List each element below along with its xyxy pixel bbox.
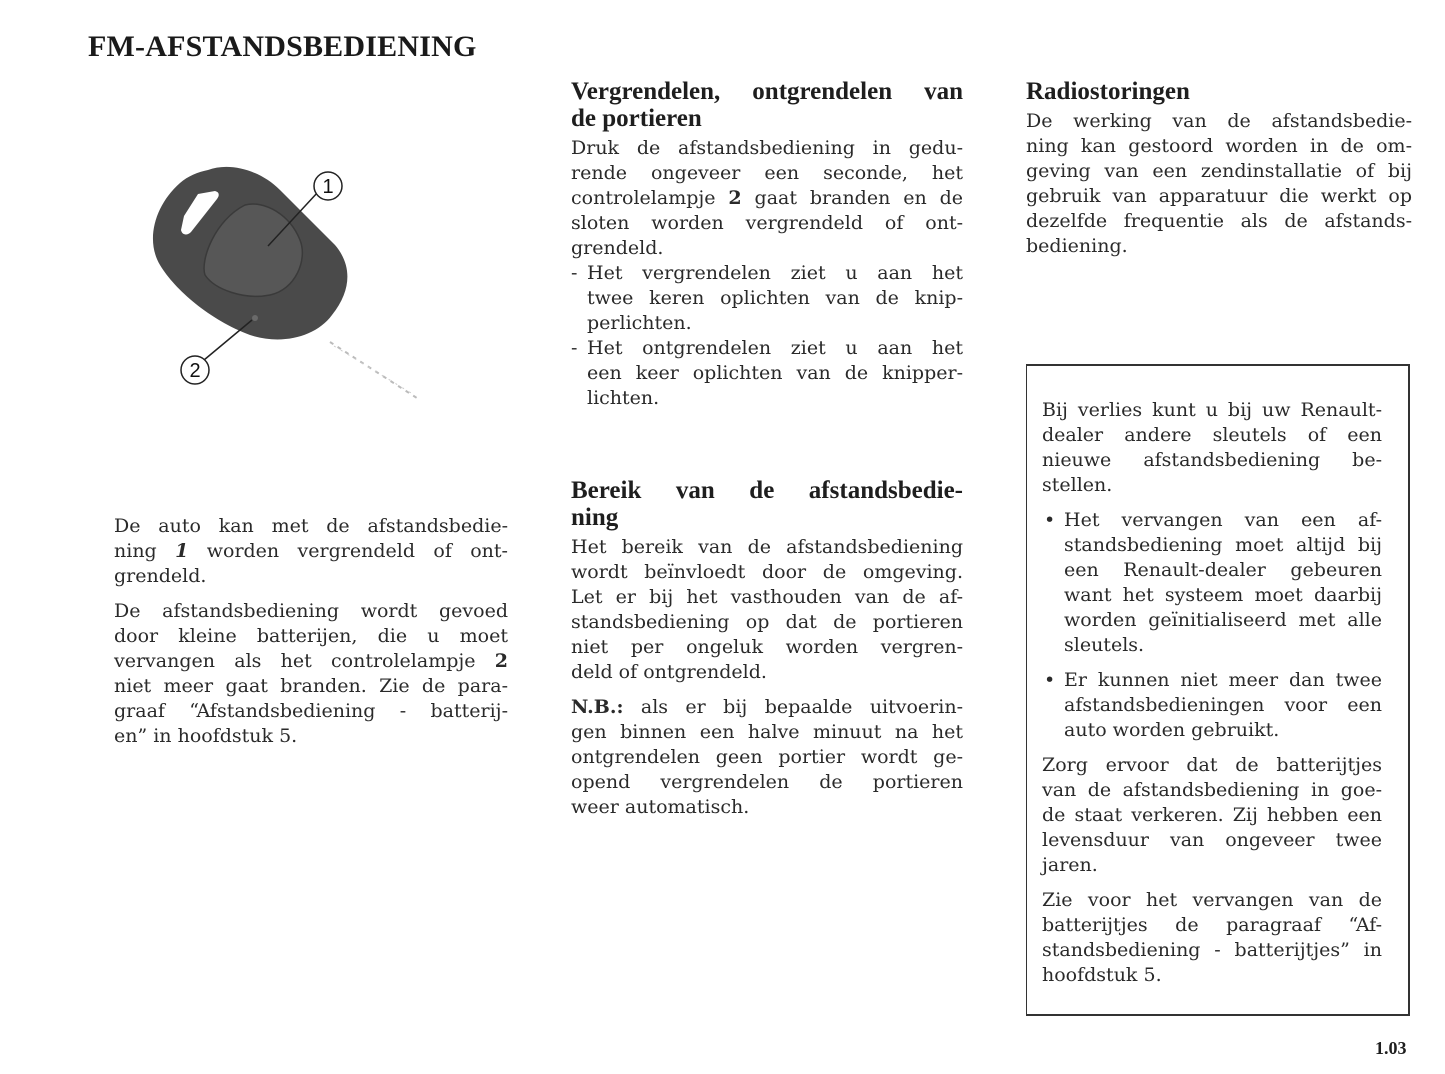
text-line: deld of ontgrendeld. [571,661,767,683]
intro-paragraph [114,514,508,589]
text-line: Zorg ervoor dat de batterijtjes [1042,754,1382,776]
notice-content [1042,398,1382,998]
text-line: dezelfde frequentie als de afstands- [1026,210,1412,232]
text-line: ning kan gestoord worden in de om- [1026,135,1412,157]
bullet-item-max-two [1042,668,1382,743]
text-line: De werking van de afstandsbedie- [1026,110,1412,132]
battery-lifetime-paragraph [1042,753,1382,878]
text-line: grendeld. [571,237,664,259]
text-line: bediening. [1026,235,1128,257]
text-line: standsbediening - batterijtjes” in [1042,939,1382,961]
text-line: jaren. [1042,854,1098,876]
text-line: standsbediening op dat de portieren [571,611,963,633]
battery-replace-paragraph [1042,888,1382,988]
text-line: hoofdstuk 5. [1042,964,1162,986]
ref-lamp-2: 2 [728,187,742,209]
text-line: weer automatisch. [571,796,750,818]
text-line: auto worden gebruikt. [1064,719,1280,741]
battery-paragraph [114,599,508,749]
text-line: een Renault-dealer gebeuren [1064,559,1382,581]
text-line: rende ongeveer een seconde, het [571,162,963,184]
text-line: Let er bij het vasthouden van de af- [571,586,963,608]
note-label: N.B.: [571,696,624,718]
text-line: controlelampje 2 gaat branden en de [571,187,963,209]
text-line: door kleine batterijen, die u moet [114,625,508,647]
text-line: niet meer gaat branden. Zie de para- [114,675,508,697]
text-line: sloten worden vergrendeld of ont- [571,212,963,234]
page-title: FM-AFSTANDSBEDIENING [88,30,477,63]
lock-unlock-paragraph [571,136,963,261]
ref-lamp-2: 2 [494,650,508,672]
text-line: ning 1 worden vergrendeld of ont- [114,540,508,562]
section-heading-lock-unlock: Vergrendelen, ontgrendelen van de portieren [571,78,963,132]
note-paragraph [571,695,963,820]
text-line: de staat verkeren. Zij hebben een [1042,804,1382,826]
text-line: geving van een zendinstallatie of bij [1026,160,1412,182]
text-line: gebruik van apparatuur die werkt op [1026,185,1412,207]
page-number: 1.03 [1375,1038,1407,1058]
text-line: wordt beïnvloedt door de omgeving. [571,561,963,583]
radio-interference-paragraph [1026,109,1412,259]
callout-line-2 [204,320,252,360]
dash-marker: - [571,337,578,359]
text-line: want het systeem moet daarbij [1064,584,1382,606]
text-line: grendeld. [114,565,207,587]
dash-item-unlock [571,336,963,411]
remote-key-fob-icon [120,150,440,420]
text-line: batterijtjes de paragraaf “Af- [1042,914,1382,936]
text-line: Het vergrendelen ziet u aan het [587,262,963,284]
text-line: een keer oplichten van de knipper- [587,362,963,384]
middle-column [571,78,963,411]
text-line: sleutels. [1064,634,1145,656]
key-blade-icon [330,342,420,400]
text-line: en” in hoofdstuk 5. [114,725,298,747]
text-line: standsbediening moet altijd bij [1064,534,1382,556]
text-line: nieuwe afstandsbediening be- [1042,449,1382,471]
text-line: dealer andere sleutels of een [1042,424,1382,446]
text-line: niet per ongeluk worden vergren- [571,636,963,658]
lost-key-paragraph [1042,398,1382,498]
right-column [1026,78,1412,269]
text-line: De auto kan met de afstandsbedie- [114,515,508,537]
text-line: twee keren oplichten van de knip- [587,287,963,309]
text-line: Het ontgrendelen ziet u aan het [587,337,963,359]
text-line: ontgrendelen geen portier wordt ge- [571,746,963,768]
text-line: levensduur van ongeveer twee [1042,829,1382,851]
bullet-icon: • [1044,669,1056,691]
text-line: Er kunnen niet meer dan twee [1064,669,1382,691]
dash-item-lock [571,261,963,336]
text-line: perlichten. [587,312,692,334]
section-heading-range: Bereik van de afstandsbedie- ning [571,477,963,531]
text-line: N.B.: als er bij bepaalde uitvoerin- [571,696,963,718]
middle-column-range [571,477,963,830]
bullet-icon: • [1044,509,1056,531]
text-line: Het bereik van de afstandsbediening [571,536,963,558]
indicator-lamp [252,315,258,321]
text-line: Druk de afstandsbediening in gedu- [571,137,963,159]
bullet-item-dealer [1042,508,1382,658]
text-line: gen binnen een halve minuut na het [571,721,963,743]
dash-marker: - [571,262,578,284]
text-line: graaf “Afstandsbediening - batterij- [114,700,508,722]
section-heading-radio-interference: Radiostoringen [1026,78,1190,105]
text-line: Het vervangen van een af- [1064,509,1382,531]
text-line: van de afstandsbediening in goe- [1042,779,1382,801]
notice-box [1026,364,1410,1016]
text-line: De afstandsbediening wordt gevoed [114,600,508,622]
text-line: vervangen als het controlelampje 2 [114,650,508,672]
text-line: lichten. [587,387,660,409]
text-line: Bij verlies kunt u bij uw Renault- [1042,399,1382,421]
left-column [114,514,508,759]
text-line: worden geïnitialiseerd met alle [1064,609,1382,631]
callout-label-2: 2 [189,360,201,382]
ref-remote-1: 1 [175,540,189,562]
text-line: afstandsbedieningen voor een [1064,694,1382,716]
text-line: Zie voor het vervangen van de [1042,889,1382,911]
text-line: stellen. [1042,474,1113,496]
key-fob-figure [120,150,440,420]
text-line: opend vergrendelen de portieren [571,771,963,793]
callout-label-1: 1 [322,176,334,198]
range-paragraph [571,535,963,685]
